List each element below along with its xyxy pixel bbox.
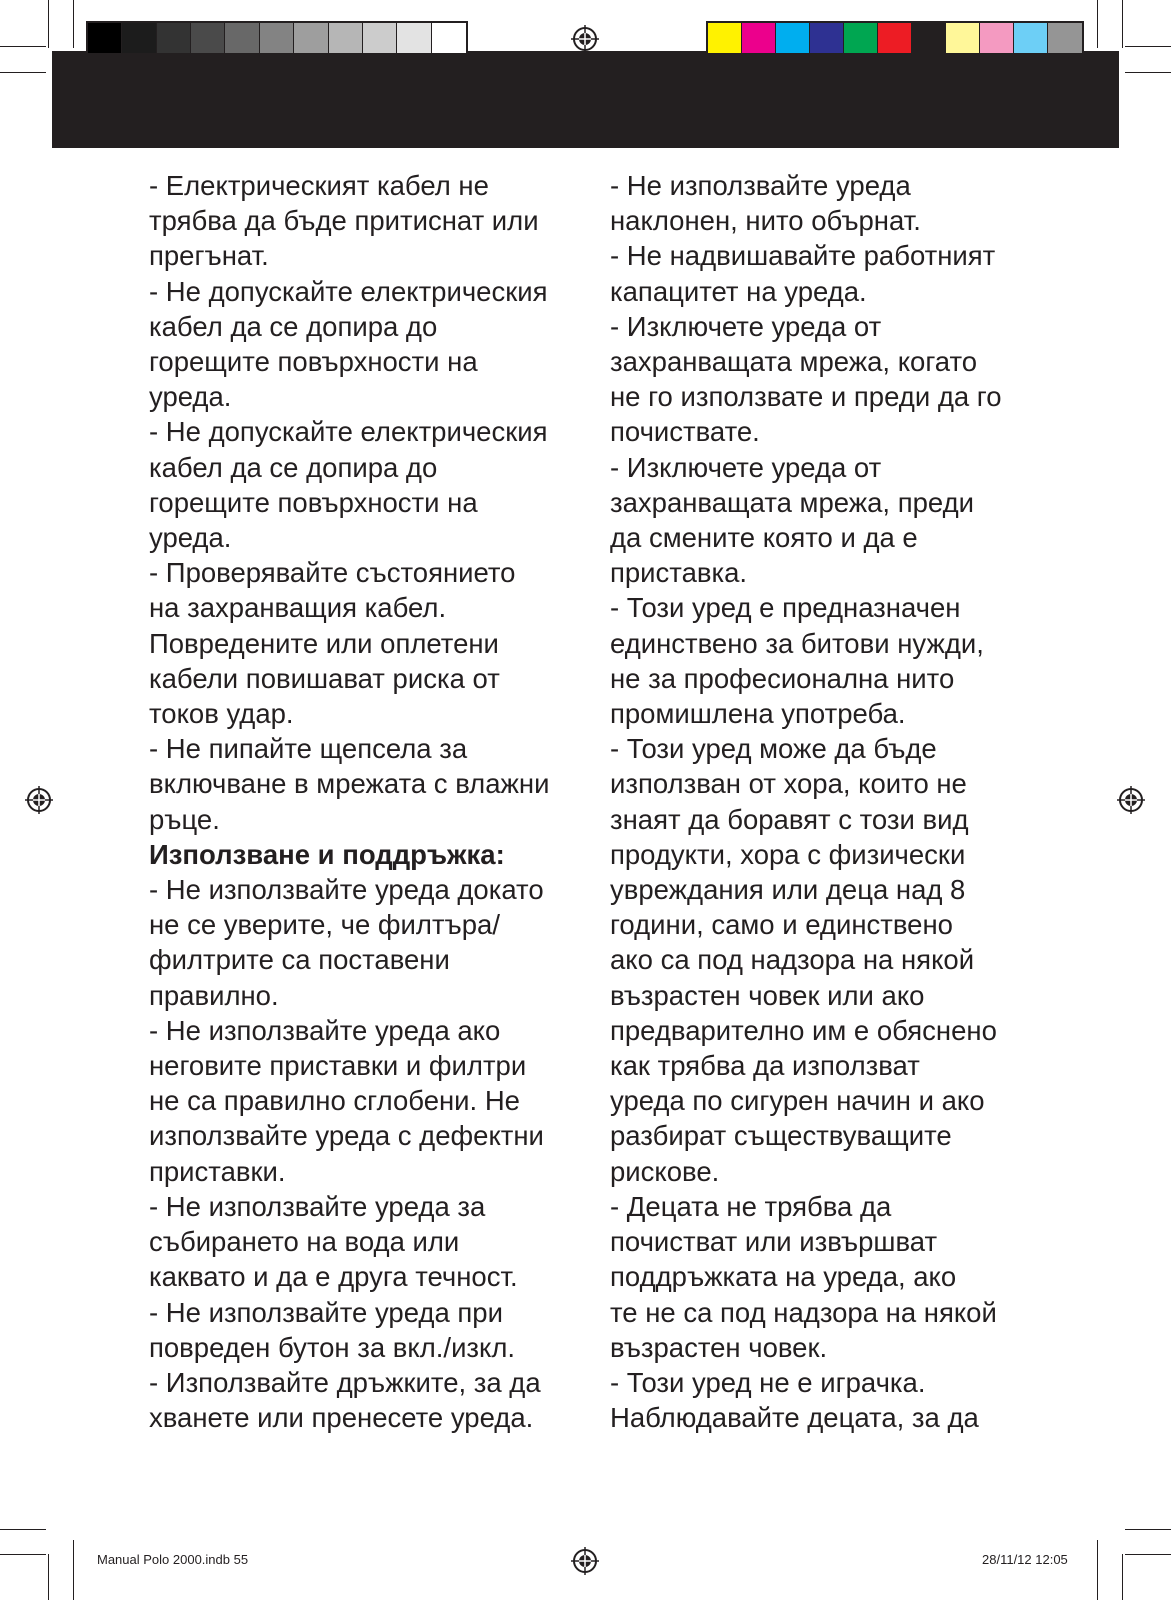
color-swatch — [810, 23, 844, 53]
text-line: събирането на вода или — [149, 1226, 460, 1258]
text-line: - Децата не трябва да — [610, 1190, 892, 1222]
text-line: - Този уред не е играчка. — [610, 1366, 926, 1398]
text-line: горещите повърхности на — [149, 346, 478, 378]
text-line: капацитет на уреда. — [610, 275, 867, 307]
color-swatch — [294, 23, 328, 53]
text-line: ръце. — [149, 803, 220, 835]
crop-mark — [0, 1529, 46, 1530]
color-swatch — [844, 23, 878, 53]
color-swatch — [191, 23, 225, 53]
text-line: - Този уред е предназначен — [610, 592, 961, 624]
text-line: - Не използвайте уреда за — [149, 1190, 486, 1222]
footer-slug-date: 28/11/12 12:05 — [982, 1552, 1068, 1567]
color-swatch — [912, 23, 946, 53]
color-swatch — [946, 23, 980, 53]
color-swatch — [432, 23, 466, 53]
text-line: използвайте уреда с дефектни — [149, 1120, 544, 1152]
crop-mark — [1097, 0, 1098, 48]
text-line: - Изключете уреда от — [610, 310, 882, 342]
text-line: правилно. — [149, 979, 279, 1011]
text-line: кабел да се допира до — [149, 451, 438, 483]
text-line: - Не използвайте уреда при — [149, 1296, 503, 1328]
text-line: уреда. — [149, 381, 232, 413]
text-line: - Не пипайте щепсела за — [149, 733, 468, 765]
text-line: наклонен, нито обърнат. — [610, 205, 921, 237]
text-line: кабел да се допира до — [149, 310, 438, 342]
color-swatch — [397, 23, 431, 53]
text-line: - Проверявайте състоянието — [149, 557, 516, 589]
text-line: как трябва да използват — [610, 1050, 920, 1082]
text-line: захранващата мрежа, когато — [610, 346, 978, 378]
text-line: ако са под надзора на някой — [610, 944, 975, 976]
text-line: трябва да бъде притиснат или — [149, 205, 539, 237]
text-line: - Не използвайте уреда — [610, 170, 911, 201]
text-line: знаят да боравят с този вид — [610, 803, 969, 835]
text-line: възрастен човек. — [610, 1331, 828, 1363]
text-line: - Не допускайте електрическия — [149, 416, 548, 448]
text-line: захранващата мрежа, преди — [610, 486, 974, 518]
text-line: кабели повишават риска от — [149, 662, 500, 694]
text-line: единствено за битови нужди, — [610, 627, 984, 659]
crop-mark — [1122, 1554, 1123, 1600]
text-line: - Не използвайте уреда докато — [149, 874, 544, 906]
text-line: неговите приставки и филтри — [149, 1050, 527, 1082]
crop-mark — [1125, 1529, 1171, 1530]
text-line: уреда по сигурен начин и ако — [610, 1085, 985, 1117]
text-line: възрастен човек или ако — [610, 979, 925, 1011]
color-swatch — [157, 23, 191, 53]
color-swatch — [88, 23, 122, 53]
crop-mark — [1125, 46, 1171, 47]
color-swatch — [1014, 23, 1048, 53]
text-line: повреден бутон за вкл./изкл. — [149, 1331, 516, 1363]
crop-mark — [1125, 72, 1171, 73]
color-swatch — [980, 23, 1014, 53]
text-line: приставка. — [610, 557, 748, 589]
color-swatch — [329, 23, 363, 53]
color-swatch — [122, 23, 156, 53]
text-line: прегънат. — [149, 240, 269, 272]
text-line: да смените която и да е — [610, 522, 918, 554]
text-line: поддръжката на уреда, ако — [610, 1261, 957, 1293]
color-swatch — [225, 23, 259, 53]
text-line: на захранващия кабел. — [149, 592, 447, 624]
text-line: разбират съществуващите — [610, 1120, 952, 1152]
color-swatch — [1048, 23, 1082, 53]
text-line: приставки. — [149, 1155, 286, 1187]
crop-mark — [0, 1554, 46, 1555]
text-line: рискове. — [610, 1155, 720, 1187]
registration-mark-icon — [1116, 785, 1146, 815]
color-swatch — [708, 23, 742, 53]
text-line: Наблюдавайте децата, за да — [610, 1402, 979, 1434]
crop-mark — [1125, 1554, 1171, 1555]
section-heading: Използване и поддръжка: — [149, 838, 505, 870]
text-line: - Електрическият кабел не — [149, 170, 489, 201]
crop-mark — [1122, 0, 1123, 48]
footer-slug-file: Manual Polo 2000.indb 55 — [97, 1552, 249, 1567]
text-line: - Не надвишавайте работният — [610, 240, 996, 272]
color-swatch — [878, 23, 912, 53]
color-swatch — [742, 23, 776, 53]
text-line: горещите повърхности на — [149, 486, 478, 518]
crop-mark — [73, 0, 74, 48]
text-line: Повредените или оплетени — [149, 627, 499, 659]
text-line: токов удар. — [149, 698, 294, 730]
text-line: те не са под надзора на някой — [610, 1296, 997, 1328]
text-line: използван от хора, които не — [610, 768, 967, 800]
right-text-column — [610, 168, 1040, 1435]
crop-mark — [48, 0, 49, 48]
text-line: увреждания или деца над 8 — [610, 874, 966, 906]
text-line: не за професионална нито — [610, 662, 955, 694]
text-line: включване в мрежата с влажни — [149, 768, 550, 800]
registration-mark-icon — [24, 785, 54, 815]
crop-mark — [0, 72, 46, 73]
crop-mark — [1097, 1540, 1098, 1600]
crop-mark — [48, 1554, 49, 1600]
text-line: не са правилно сглобени. Не — [149, 1085, 520, 1117]
text-line: промишлена употреба. — [610, 698, 906, 730]
text-line: - Не използвайте уреда ако — [149, 1014, 501, 1046]
text-line: години, само и единствено — [610, 909, 953, 941]
text-line: продукти, хора с физически — [610, 838, 966, 870]
text-line: филтрите са поставени — [149, 944, 450, 976]
text-line: хванете или пренесете уреда. — [149, 1402, 534, 1434]
text-line: каквато и да е друга течност. — [149, 1261, 518, 1293]
color-swatch-bar — [706, 21, 1084, 55]
color-swatch — [260, 23, 294, 53]
text-line: почиствате. — [610, 416, 760, 448]
text-line: - Изключете уреда от — [610, 451, 882, 483]
grayscale-swatch-bar — [86, 21, 468, 55]
text-line: - Използвайте дръжките, за да — [149, 1366, 541, 1398]
text-line: предварително им е обяснено — [610, 1014, 997, 1046]
text-line: - Този уред може да бъде — [610, 733, 937, 765]
left-text-column — [149, 168, 589, 1435]
header-band — [52, 51, 1119, 148]
text-line: почистват или извършват — [610, 1226, 938, 1258]
color-swatch — [363, 23, 397, 53]
text-line: не го използвате и преди да го — [610, 381, 1002, 413]
registration-mark-icon — [570, 1546, 600, 1576]
text-line: уреда. — [149, 522, 232, 554]
crop-mark — [0, 46, 46, 47]
crop-mark — [73, 1540, 74, 1600]
text-line: - Не допускайте електрическия — [149, 275, 548, 307]
registration-mark-icon — [570, 24, 600, 54]
text-line: не се уверите, че филтъра/ — [149, 909, 500, 941]
color-swatch — [776, 23, 810, 53]
